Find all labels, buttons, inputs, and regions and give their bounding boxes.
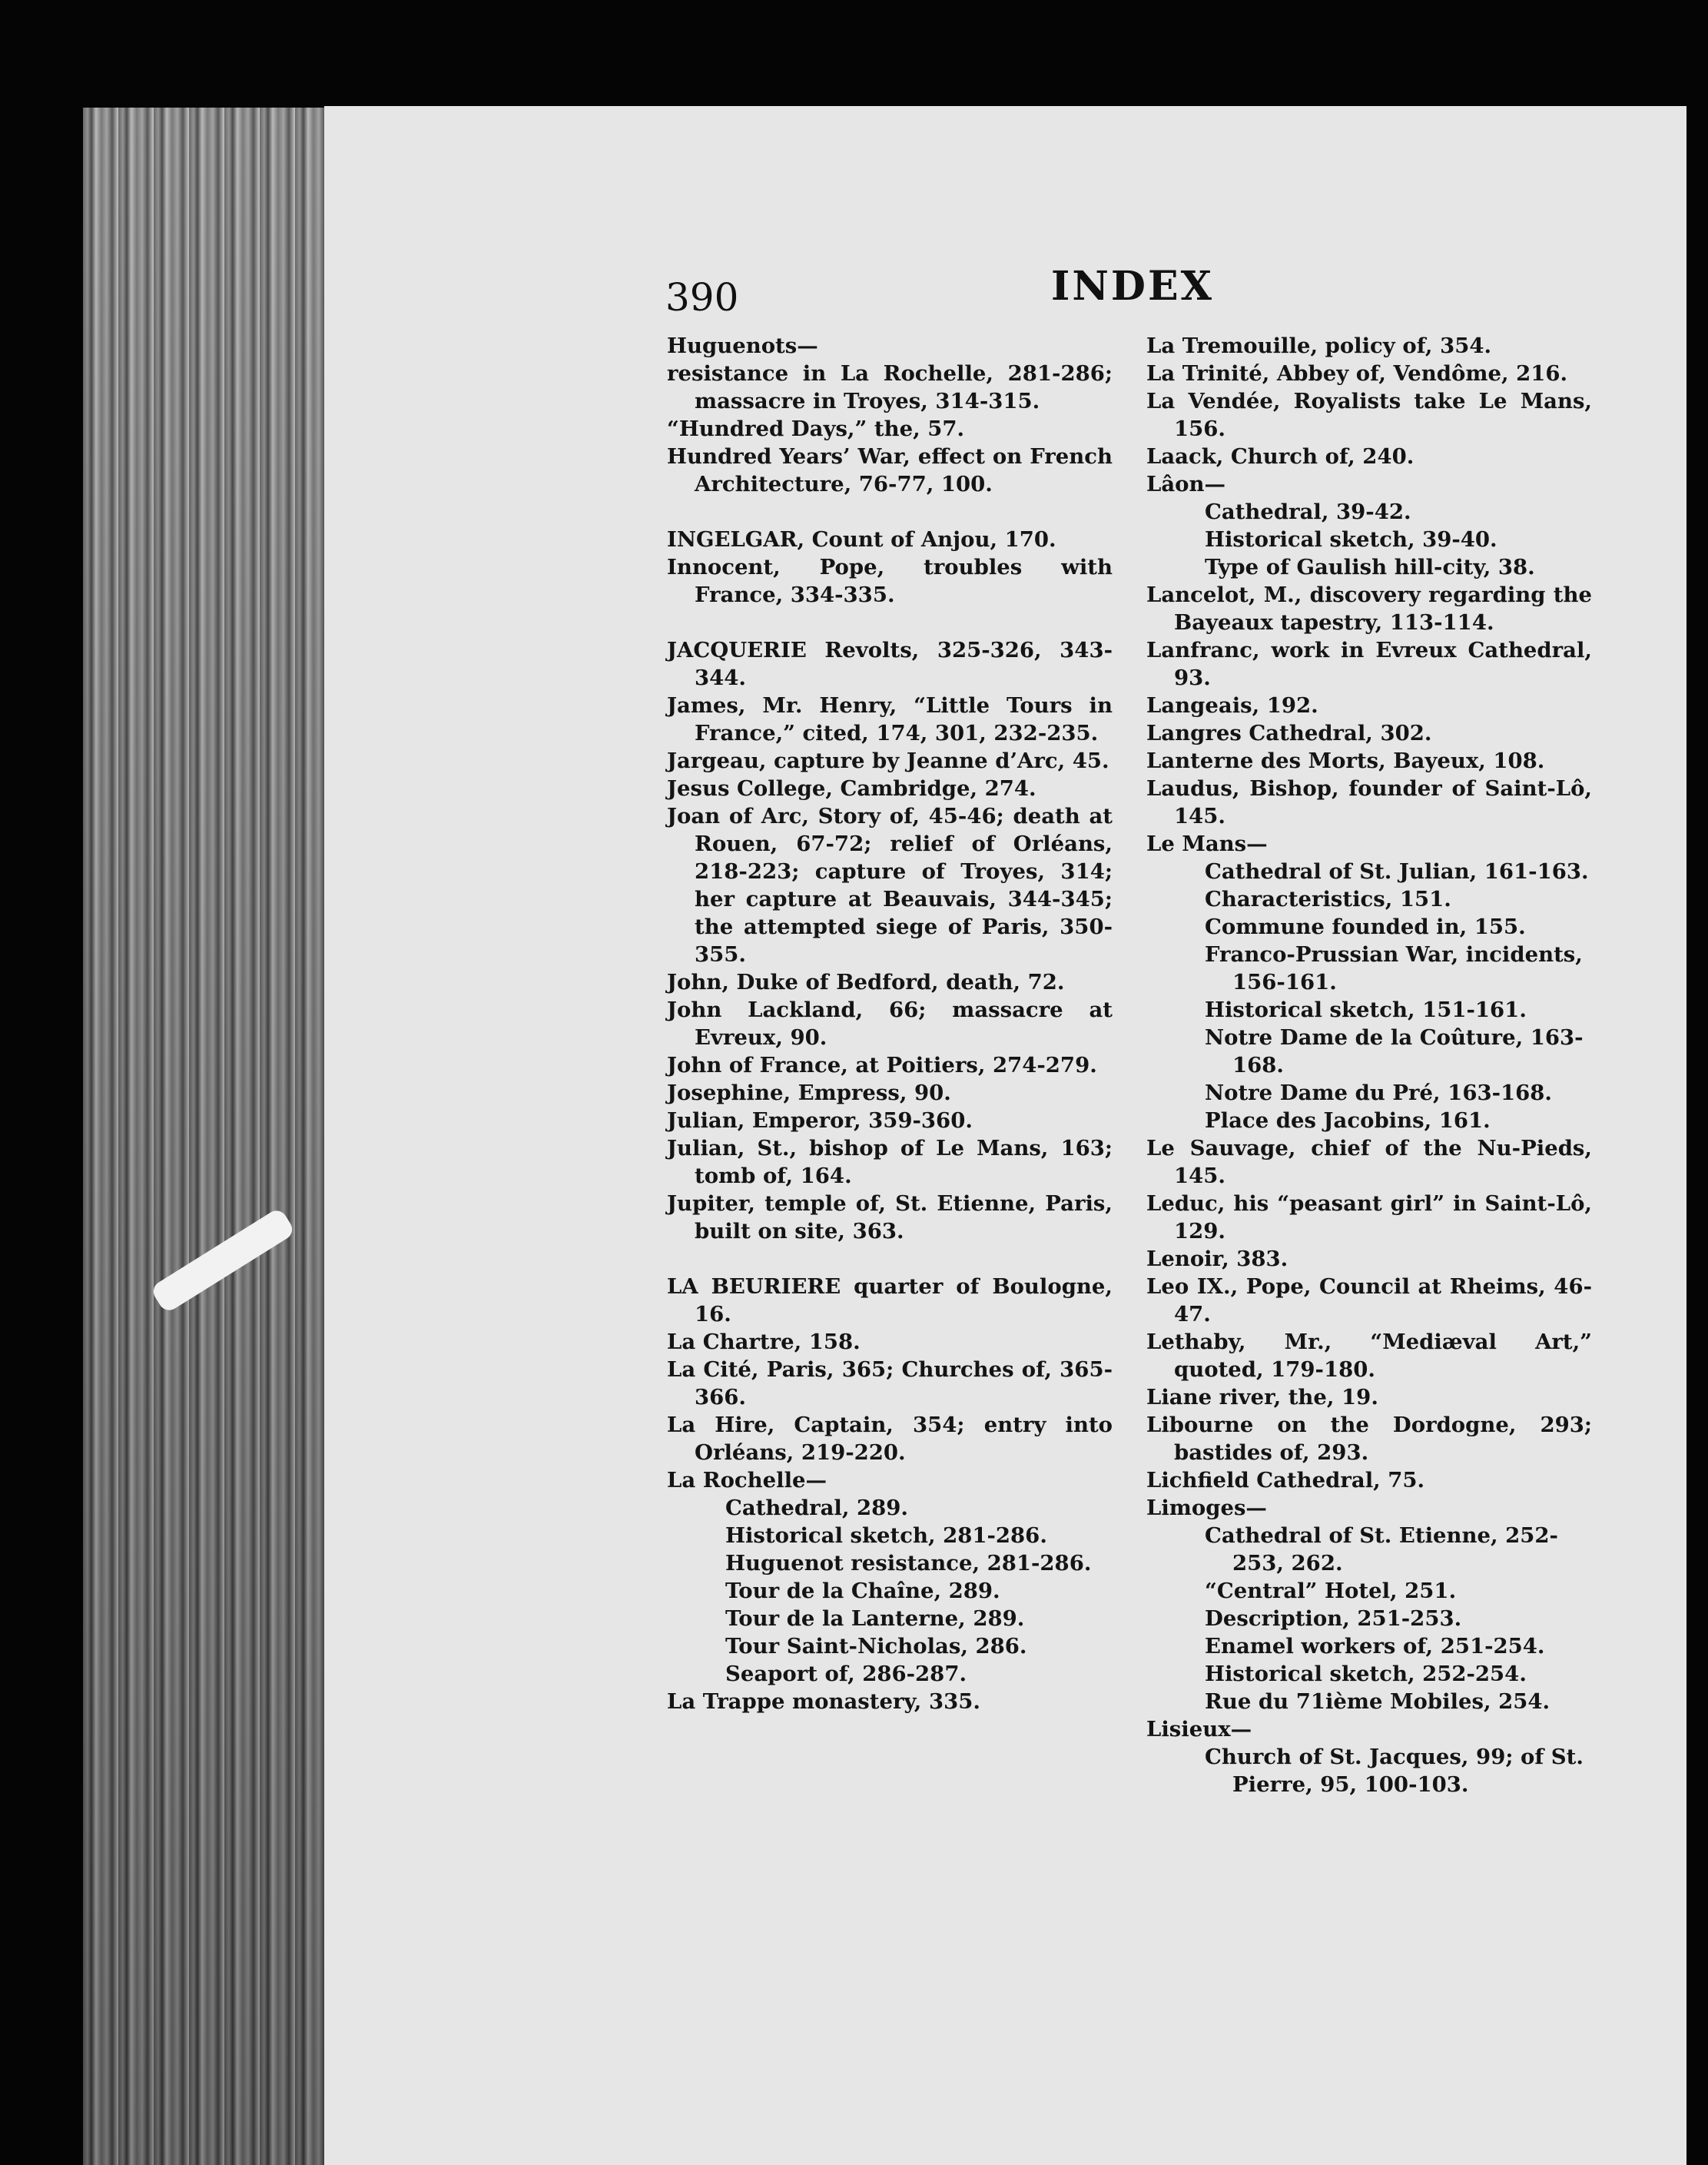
index-column-right — [1146, 332, 1592, 1798]
index-subentry: Tour Saint-Nicholas, 286. — [725, 1634, 1027, 1659]
index-subentry: Historical sketch, 151-161. — [1205, 998, 1527, 1022]
index-entry: INGELGAR, Count of Anjou, 170. — [667, 527, 1056, 552]
index-entry: JACQUERIE Revolts, 325-326, 343-344. — [667, 638, 1113, 690]
index-entry: John Lackland, 66; massacre at Evreux, 90. — [667, 998, 1113, 1050]
index-entry: LA BEURIERE quarter of Boulogne, 16. — [667, 1274, 1113, 1327]
page-number: 390 — [665, 275, 739, 320]
index-subentry: Historical sketch, 281-286. — [725, 1523, 1047, 1548]
index-entry: Lenoir, 383. — [1146, 1247, 1288, 1271]
index-subentry: Cathedral, 39-42. — [1205, 500, 1411, 524]
index-entry: Liane river, the, 19. — [1146, 1385, 1378, 1410]
index-entry: Libourne on the Dordogne, 293; bastides of, 293. — [1146, 1413, 1592, 1465]
index-entry: Laack, Church of, 240. — [1146, 444, 1414, 469]
index-entry: La Trappe monastery, 335. — [667, 1689, 980, 1714]
index-entry: Langeais, 192. — [1146, 693, 1318, 718]
index-subentry: Tour de la Lanterne, 289. — [725, 1606, 1025, 1631]
index-entry: John, Duke of Bedford, death, 72. — [667, 970, 1065, 995]
index-entry: Innocent, Pope, troubles with France, 334-335. — [667, 555, 1113, 607]
index-entry: La Trinité, Abbey of, Vendôme, 216. — [1146, 361, 1568, 386]
index-entry: La Chartre, 158. — [667, 1330, 861, 1354]
index-entry: La Hire, Captain, 354; entry into Orléans, 219-220. — [667, 1413, 1113, 1465]
index-entry: Jesus College, Cambridge, 274. — [667, 776, 1036, 801]
index-entry: Julian, Emperor, 359-360. — [667, 1108, 973, 1133]
index-subentry: Church of St. Jacques, 99; of St. Pierre, 95, 100-103. — [1205, 1745, 1584, 1797]
index-entry: La Cité, Paris, 365; Churches of, 365-366. — [667, 1357, 1113, 1410]
index-subentry: Historical sketch, 39-40. — [1205, 527, 1497, 552]
index-subentry: Rue du 71ième Mobiles, 254. — [1205, 1689, 1550, 1714]
index-entry: Julian, St., bishop of Le Mans, 163; tomb of, 164. — [667, 1136, 1113, 1188]
index-subentry: Cathedral, 289. — [725, 1496, 909, 1520]
index-entry: James, Mr. Henry, “Little Tours in France,” cited, 174, 301, 232-235. — [667, 693, 1113, 745]
index-subentry: Notre Dame du Pré, 163-168. — [1205, 1081, 1552, 1105]
index-subentry: Historical sketch, 252-254. — [1205, 1662, 1527, 1686]
index-entry: Hundred Years’ War, effect on French Architecture, 76-77, 100. — [667, 444, 1113, 496]
index-subentry: Cathedral of St. Julian, 161-163. — [1205, 859, 1589, 884]
index-entry: La Vendée, Royalists take Le Mans, 156. — [1146, 389, 1592, 441]
index-subentry: Seaport of, 286-287. — [725, 1662, 967, 1686]
index-entry: Lethaby, Mr., “Mediæval Art,” quoted, 179-180. — [1146, 1330, 1592, 1382]
index-subentry: Notre Dame de la Coûture, 163-168. — [1205, 1025, 1584, 1078]
index-entry: Leduc, his “peasant girl” in Saint-Lô, 129. — [1146, 1191, 1592, 1244]
index-subentry: Franco-Prussian War, incidents, 156-161. — [1205, 942, 1583, 995]
index-subentry: Place des Jacobins, 161. — [1205, 1108, 1491, 1133]
index-entry: La Rochelle— — [667, 1468, 827, 1493]
index-entry: “Hundred Days,” the, 57. — [667, 417, 965, 441]
index-entry: Langres Cathedral, 302. — [1146, 721, 1432, 745]
index-entry: Lisieux— — [1146, 1717, 1252, 1742]
index-entry: Lâon— — [1146, 472, 1225, 496]
index-entry: Le Sauvage, chief of the Nu-Pieds, 145. — [1146, 1136, 1592, 1188]
index-subentry: Huguenot resistance, 281-286. — [725, 1551, 1092, 1576]
index-subentry: Tour de la Chaîne, 289. — [725, 1579, 1000, 1603]
index-subentry: Enamel workers of, 251-254. — [1205, 1634, 1545, 1659]
index-entry: La Tremouille, policy of, 354. — [1146, 334, 1492, 358]
index-entry: Leo IX., Pope, Council at Rheims, 46-47. — [1146, 1274, 1592, 1327]
index-subentry: Commune founded in, 155. — [1205, 915, 1526, 939]
index-entry: Lanfranc, work in Evreux Cathedral, 93. — [1146, 638, 1592, 690]
book-page-edge — [83, 108, 330, 2165]
index-subentry: Characteristics, 151. — [1205, 887, 1451, 911]
index-entry: Limoges— — [1146, 1496, 1267, 1520]
index-subentry: Type of Gaulish hill-city, 38. — [1205, 555, 1535, 579]
index-subentry: “Central” Hotel, 251. — [1205, 1579, 1457, 1603]
page-header: INDEX — [1051, 263, 1214, 310]
index-entry: Josephine, Empress, 90. — [667, 1081, 951, 1105]
index-subentry: Cathedral of St. Etienne, 252-253, 262. — [1205, 1523, 1558, 1576]
index-entry: Lanterne des Morts, Bayeux, 108. — [1146, 749, 1545, 773]
index-entry: Lichfield Cathedral, 75. — [1146, 1468, 1425, 1493]
index-column-left — [667, 332, 1113, 1715]
index-entry: John of France, at Poitiers, 274-279. — [667, 1053, 1097, 1078]
index-entry: Joan of Arc, Story of, 45-46; death at Rouen, 67-72; relief of Orléans, 218-223; capture of Troyes, 314; her capture at Beauvais, 344-345; the attempted siege of Paris, 350-355. — [667, 804, 1113, 967]
index-entry: Jupiter, temple of, St. Etienne, Paris, built on site, 363. — [667, 1191, 1113, 1244]
index-entry: Lancelot, M., discovery regarding the Bayeaux tapestry, 113-114. — [1146, 583, 1592, 635]
index-subentry: Description, 251-253. — [1205, 1606, 1462, 1631]
index-entry: Le Mans— — [1146, 832, 1268, 856]
index-entry: Laudus, Bishop, founder of Saint-Lô, 145. — [1146, 776, 1592, 828]
index-entry: resistance in La Rochelle, 281-286; massacre in Troyes, 314-315. — [667, 361, 1113, 413]
index-entry: Huguenots— — [667, 334, 818, 358]
index-entry: Jargeau, capture by Jeanne d’Arc, 45. — [667, 749, 1109, 773]
